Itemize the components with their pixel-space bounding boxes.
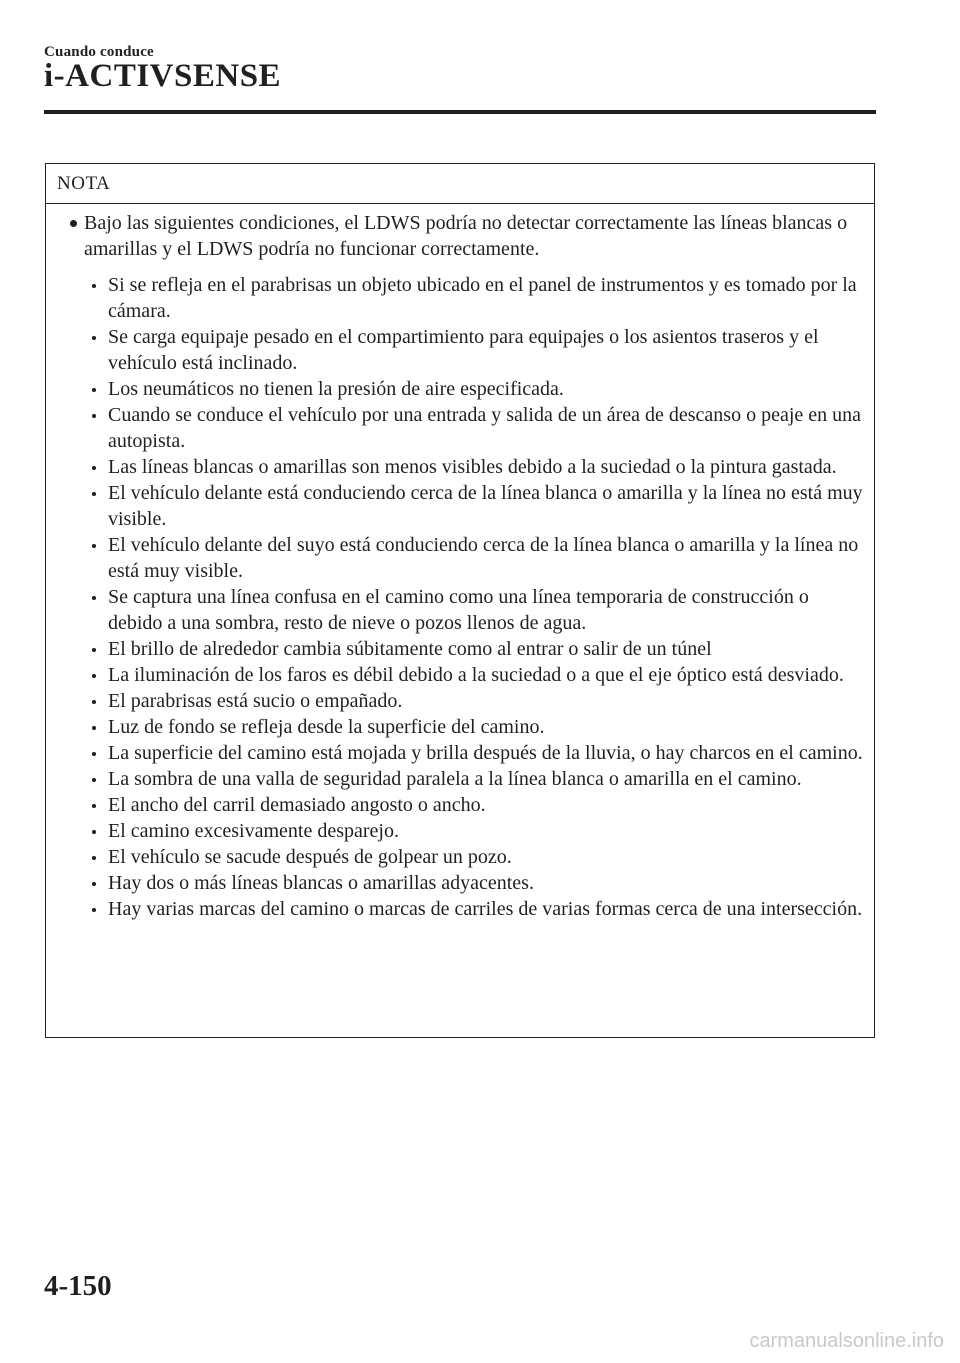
list-item [54,480,866,532]
list-item [54,454,866,480]
small-bullet-icon [92,856,96,860]
list-item [54,844,866,870]
small-bullet-icon [92,804,96,808]
note-body [46,204,874,922]
list-item [54,740,866,766]
list-item [54,324,866,376]
list-item-text: El camino excesivamente desparejo. [108,820,399,842]
list-item [54,792,866,818]
small-bullet-icon [92,778,96,782]
note-box [45,163,875,1038]
small-bullet-icon [92,544,96,548]
small-bullet-icon [92,726,96,730]
small-bullet-icon [92,336,96,340]
list-item-text: Se carga equipaje pesado en el compartimiento para equipajes o los asientos traseros y el vehículo está inclinado. [108,326,819,374]
list-item-text: La iluminación de los faros es débil debido a la suciedad o a que el eje óptico está desviado. [108,664,844,686]
list-item-text: El vehículo se sacude después de golpear un pozo. [108,846,512,868]
condition-list [54,272,866,922]
list-item [54,272,866,324]
list-item [54,584,866,636]
list-item [54,896,866,922]
small-bullet-icon [92,284,96,288]
small-bullet-icon [92,700,96,704]
list-item-text: Las líneas blancas o amarillas son menos visibles debido a la suciedad o la pintura gastada. [108,456,837,478]
small-bullet-icon [92,882,96,886]
list-item [54,662,866,688]
list-item-text: El vehículo delante del suyo está conduciendo cerca de la línea blanca o amarilla y la línea no está muy visible. [108,534,859,582]
bullet-icon [70,220,77,227]
list-item-text: Se captura una línea confusa en el camino como una línea temporaria de construcción o debido a una sombra, resto de nieve o pozos llenos de agua. [108,586,809,634]
small-bullet-icon [92,492,96,496]
small-bullet-icon [92,752,96,756]
list-item-text: Luz de fondo se refleja desde la superficie del camino. [108,716,545,738]
list-item [54,402,866,454]
small-bullet-icon [92,908,96,912]
note-heading: NOTA [46,164,874,204]
small-bullet-icon [92,414,96,418]
list-item-text: Hay dos o más líneas blancas o amarillas adyacentes. [108,872,534,894]
header-divider [44,110,876,114]
list-item-text: El brillo de alrededor cambia súbitamente como al entrar o salir de un túnel [108,638,712,660]
list-item-text: Los neumáticos no tienen la presión de aire especificada. [108,378,564,400]
list-item-text: El parabrisas está sucio o empañado. [108,690,403,712]
note-main-item [54,210,866,262]
small-bullet-icon [92,830,96,834]
list-item [54,688,866,714]
list-item-text: Hay varias marcas del camino o marcas de carriles de varias formas cerca de una intersección. [108,898,863,920]
list-item-text: Si se refleja en el parabrisas un objeto ubicado en el panel de instrumentos y es tomado por la cámara. [108,274,857,322]
list-item [54,766,866,792]
small-bullet-icon [92,648,96,652]
section-label: Cuando conduce [44,44,154,60]
list-item-text: La superficie del camino está mojada y brilla después de la lluvia, o hay charcos en el camino. [108,742,863,764]
small-bullet-icon [92,674,96,678]
list-item-text: La sombra de una valla de seguridad paralela a la línea blanca o amarilla en el camino. [108,768,802,790]
list-item [54,376,866,402]
list-item-text: El ancho del carril demasiado angosto o ancho. [108,794,486,816]
page-title: i-ACTIVSENSE [44,58,282,94]
small-bullet-icon [92,466,96,470]
small-bullet-icon [92,596,96,600]
list-item [54,818,866,844]
watermark: carmanualsonline.info [749,1330,944,1352]
list-item-text: Cuando se conduce el vehículo por una entrada y salida de un área de descanso o peaje en una autopista. [108,404,862,452]
note-main-text: Bajo las siguientes condiciones, el LDWS podría no detectar correctamente las líneas blancas o amarillas y el LDWS podría no funcionar correctamente. [84,212,848,260]
small-bullet-icon [92,388,96,392]
page-number: 4-150 [44,1270,112,1302]
list-item [54,870,866,896]
list-item [54,714,866,740]
list-item-text: El vehículo delante está conduciendo cerca de la línea blanca o amarilla y la línea no está muy visible. [108,482,863,530]
list-item [54,636,866,662]
list-item [54,532,866,584]
